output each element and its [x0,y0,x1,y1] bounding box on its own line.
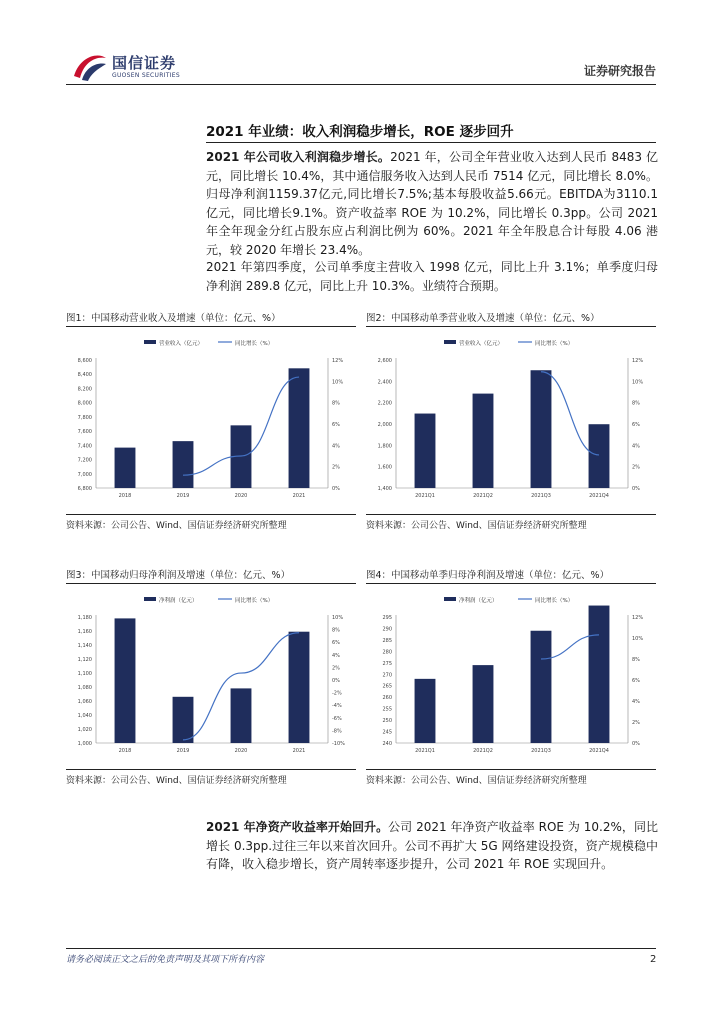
x-axis-tick-label: 2018 [118,493,132,499]
chart-bar [231,688,252,743]
chart-annual-net-profit [66,587,356,765]
legend-swatch-bar [144,597,156,601]
right-axis-tick-label: -6% [332,715,342,722]
legend-swatch-bar [444,340,456,344]
right-axis-tick-label: 10% [332,615,344,621]
legend-label-bar: 营业收入（亿元） [459,341,504,347]
left-axis-tick-label: 1,020 [77,727,92,733]
left-axis-tick-label: 290 [382,626,392,633]
chart-legend [444,339,573,347]
chart-bar [289,632,310,743]
right-axis-tick-label: 6% [632,422,640,428]
x-axis-tick-label: 2021Q3 [531,748,551,754]
legend-label-bar: 净利润（亿元） [459,598,498,604]
left-axis-tick-label: 1,180 [77,615,92,621]
left-axis-tick-label: 245 [382,729,392,736]
right-axis-tick-label: 10% [632,636,644,642]
right-axis-tick-label: 0% [332,678,340,684]
left-axis-tick-label: 285 [382,637,392,644]
right-axis-tick-label: -4% [332,703,342,710]
legend-swatch-bar [444,597,456,601]
x-axis-tick-label: 2019 [176,493,190,499]
left-axis-tick-label: 6,800 [77,486,92,492]
x-axis-tick-label: 2021Q1 [415,748,435,754]
chart-bar [115,448,136,488]
x-axis-tick-label: 2021Q4 [589,748,609,754]
chart-bar [289,368,310,488]
left-axis-tick-label: 1,800 [377,443,392,450]
chart-bar [589,606,610,743]
legend-label-line: 同比增长（%） [235,341,274,347]
right-axis-tick-label: 0% [632,486,640,492]
chart-bar [415,414,436,488]
x-axis-tick-label: 2018 [118,748,132,754]
x-axis-tick-label: 2021Q1 [415,493,435,499]
left-axis-tick-label: 8,000 [77,400,92,407]
right-axis-tick-label: 0% [332,486,340,492]
x-axis-tick-label: 2020 [234,748,248,754]
chart-quarterly-revenue [366,330,656,510]
footer-divider [66,948,656,949]
right-axis-tick-label: 6% [632,678,640,684]
right-axis-tick-label: 2% [332,665,340,672]
paragraph-body: 公司 2021 年净资产收益率 ROE 为 10.2%，同比增长 0.3pp.过往三年以来首次回升。公司不再扩大 5G 网络建设投资，资产规模稳中有降，收入稳步增长，资产周转率逐步提升，公司 2021 年 ROE 实现回升。 [206,820,659,871]
x-axis-tick-label: 2021 [292,748,306,754]
figure-title: 图1：中国移动营业收入及增速（单位：亿元、%） [66,310,356,327]
right-axis-tick-label: 10% [332,379,344,386]
header-divider [66,84,656,85]
legend-label-bar: 营业收入（亿元） [159,341,204,347]
right-axis-tick-label: 4% [632,699,640,705]
right-axis-tick-label: 6% [332,640,340,647]
left-axis-tick-label: 1,100 [77,671,92,677]
left-axis-tick-label: 7,400 [77,443,92,450]
right-axis-tick-label: 8% [632,657,640,663]
figure-title: 图3：中国移动归母净利润及增速（单位：亿元、%） [66,567,356,584]
right-axis-tick-label: 6% [332,422,340,428]
legend-label-bar: 净利润（亿元） [159,598,198,604]
right-axis-tick-label: -10% [332,741,345,747]
left-axis-tick-label: 2,000 [377,422,392,428]
figure-source: 资料来源：公司公告、Wind、国信证券经济研究所整理 [66,769,356,786]
left-axis-tick-label: 2,600 [377,358,392,364]
left-axis-tick-label: 270 [382,672,392,679]
legend-label-line: 同比增长（%） [535,341,574,347]
chart-legend [144,596,273,604]
legend-label-line: 同比增长（%） [235,598,274,604]
guosen-logo-mark-icon [72,50,108,82]
left-axis-tick-label: 8,600 [77,358,92,364]
section-title: 2021 年业绩：收入利润稳步增长，ROE 逐步回升 [206,124,514,140]
paragraph-lead: 2021 年公司收入利润稳步增长。 [206,150,391,164]
left-axis-tick-label: 2,200 [377,400,392,407]
right-axis-tick-label: 12% [632,358,644,364]
right-axis-tick-label: 4% [632,443,640,450]
x-axis-tick-label: 2021Q2 [473,748,493,754]
x-axis-tick-label: 2020 [234,493,248,499]
paragraph-annual-results [206,148,658,259]
paragraph-body: 2021 年，公司全年营业收入达到人民币 8483 亿元，同比增长 10.4%，其中通信服务收入达到人民币 7514 亿元，同比增长 8.0%。归母净利润1159.37亿元,同比增长7.5%;基本每股收益5.66元。EBITDA为3110.1亿元，同比增长9.1%。资产收益率 ROE 为 10.2%，同比增长 0.3pp。公司 2021 年全年现金分红占股东应占利润比例为 60%。2021 年全年股息合计每股 4.06 港元，较 2020 年增长 23.4%。 [206,150,659,257]
left-axis-tick-label: 1,600 [377,464,392,471]
report-type-label: 证券研究报告 [583,64,656,78]
figure-source: 资料来源：公司公告、Wind、国信证券经济研究所整理 [366,769,656,786]
page-number: 2 [650,954,657,965]
left-axis-tick-label: 7,200 [77,457,92,464]
left-axis-tick-label: 7,800 [77,414,92,421]
right-axis-tick-label: -8% [332,728,342,735]
right-axis-tick-label: 2% [632,464,640,471]
chart-annual-revenue [66,330,356,510]
figure-title: 图4：中国移动单季归母净利润及增速（单位：亿元、%） [366,567,656,584]
page-header [0,0,724,90]
x-axis-tick-label: 2019 [176,748,190,754]
left-axis-tick-label: 8,400 [77,372,92,379]
left-axis-tick-label: 1,000 [77,741,92,747]
right-axis-tick-label: 0% [632,741,640,747]
left-axis-tick-label: 1,080 [77,685,92,691]
right-axis-tick-label: -2% [332,690,342,697]
left-axis-tick-label: 275 [382,660,392,667]
left-axis-tick-label: 1,060 [77,699,92,705]
chart-bar [173,697,194,743]
chart-bar [531,631,552,743]
chart-bar [473,394,494,488]
left-axis-tick-label: 1,160 [77,629,92,635]
left-axis-tick-label: 8,200 [77,386,92,393]
right-axis-tick-label: 8% [632,400,640,407]
right-axis-tick-label: 10% [632,379,644,386]
figure-title: 图2：中国移动单季营业收入及增速（单位：亿元、%） [366,310,656,327]
left-axis-tick-label: 7,000 [77,471,92,478]
right-axis-tick-label: 12% [332,358,344,364]
figure-source: 资料来源：公司公告、Wind、国信证券经济研究所整理 [66,514,356,531]
chart-bar [115,618,136,743]
chart-bar [531,370,552,488]
left-axis-tick-label: 280 [382,649,392,656]
chart-legend [144,339,273,347]
chart-bar [473,665,494,743]
paragraph-q4-results: 2021 年第四季度，公司单季度主营收入 1998 亿元，同比上升 3.1%；单季度归母净利润 289.8 亿元，同比上升 10.3%。业绩符合预期。 [206,260,658,293]
right-axis-tick-label: 12% [632,615,644,621]
right-axis-tick-label: 8% [332,627,340,634]
x-axis-tick-label: 2021Q2 [473,493,493,499]
x-axis-tick-label: 2021 [292,493,306,499]
legend-swatch-bar [144,340,156,344]
left-axis-tick-label: 1,400 [377,486,392,492]
paragraph-roe [206,818,658,874]
right-axis-tick-label: 8% [332,400,340,407]
right-axis-tick-label: 2% [632,720,640,726]
left-axis-tick-label: 1,140 [77,643,92,649]
left-axis-tick-label: 1,120 [77,657,92,663]
right-axis-tick-label: 4% [332,443,340,450]
x-axis-tick-label: 2021Q3 [531,493,551,499]
legend-label-line: 同比增长（%） [535,598,574,604]
chart-quarterly-net-profit [366,587,656,765]
left-axis-tick-label: 260 [382,695,392,702]
chart-bar [415,679,436,743]
x-axis-tick-label: 2021Q4 [589,493,609,499]
logo-english-name: GUOSEN SECURITIES [112,72,181,79]
left-axis-tick-label: 265 [382,683,392,690]
left-axis-tick-label: 295 [382,615,392,621]
paragraph-lead: 2021 年净资产收益率开始回升。 [206,820,389,834]
right-axis-tick-label: 4% [332,652,340,659]
chart-bar [173,441,194,488]
section-title-divider [206,142,656,143]
left-axis-tick-label: 7,600 [77,429,92,436]
chart-legend [444,596,573,604]
left-axis-tick-label: 240 [382,741,392,747]
left-axis-tick-label: 250 [382,718,392,725]
left-axis-tick-label: 1,040 [77,713,92,719]
left-axis-tick-label: 2,400 [377,379,392,386]
footer-disclaimer: 请务必阅读正文之后的免责声明及其项下所有内容 [66,955,265,965]
chart-bar [589,424,610,488]
right-axis-tick-label: 2% [332,464,340,471]
logo-chinese-name: 国信证券 [112,54,177,72]
left-axis-tick-label: 255 [382,706,392,713]
figure-source: 资料来源：公司公告、Wind、国信证券经济研究所整理 [366,514,656,531]
